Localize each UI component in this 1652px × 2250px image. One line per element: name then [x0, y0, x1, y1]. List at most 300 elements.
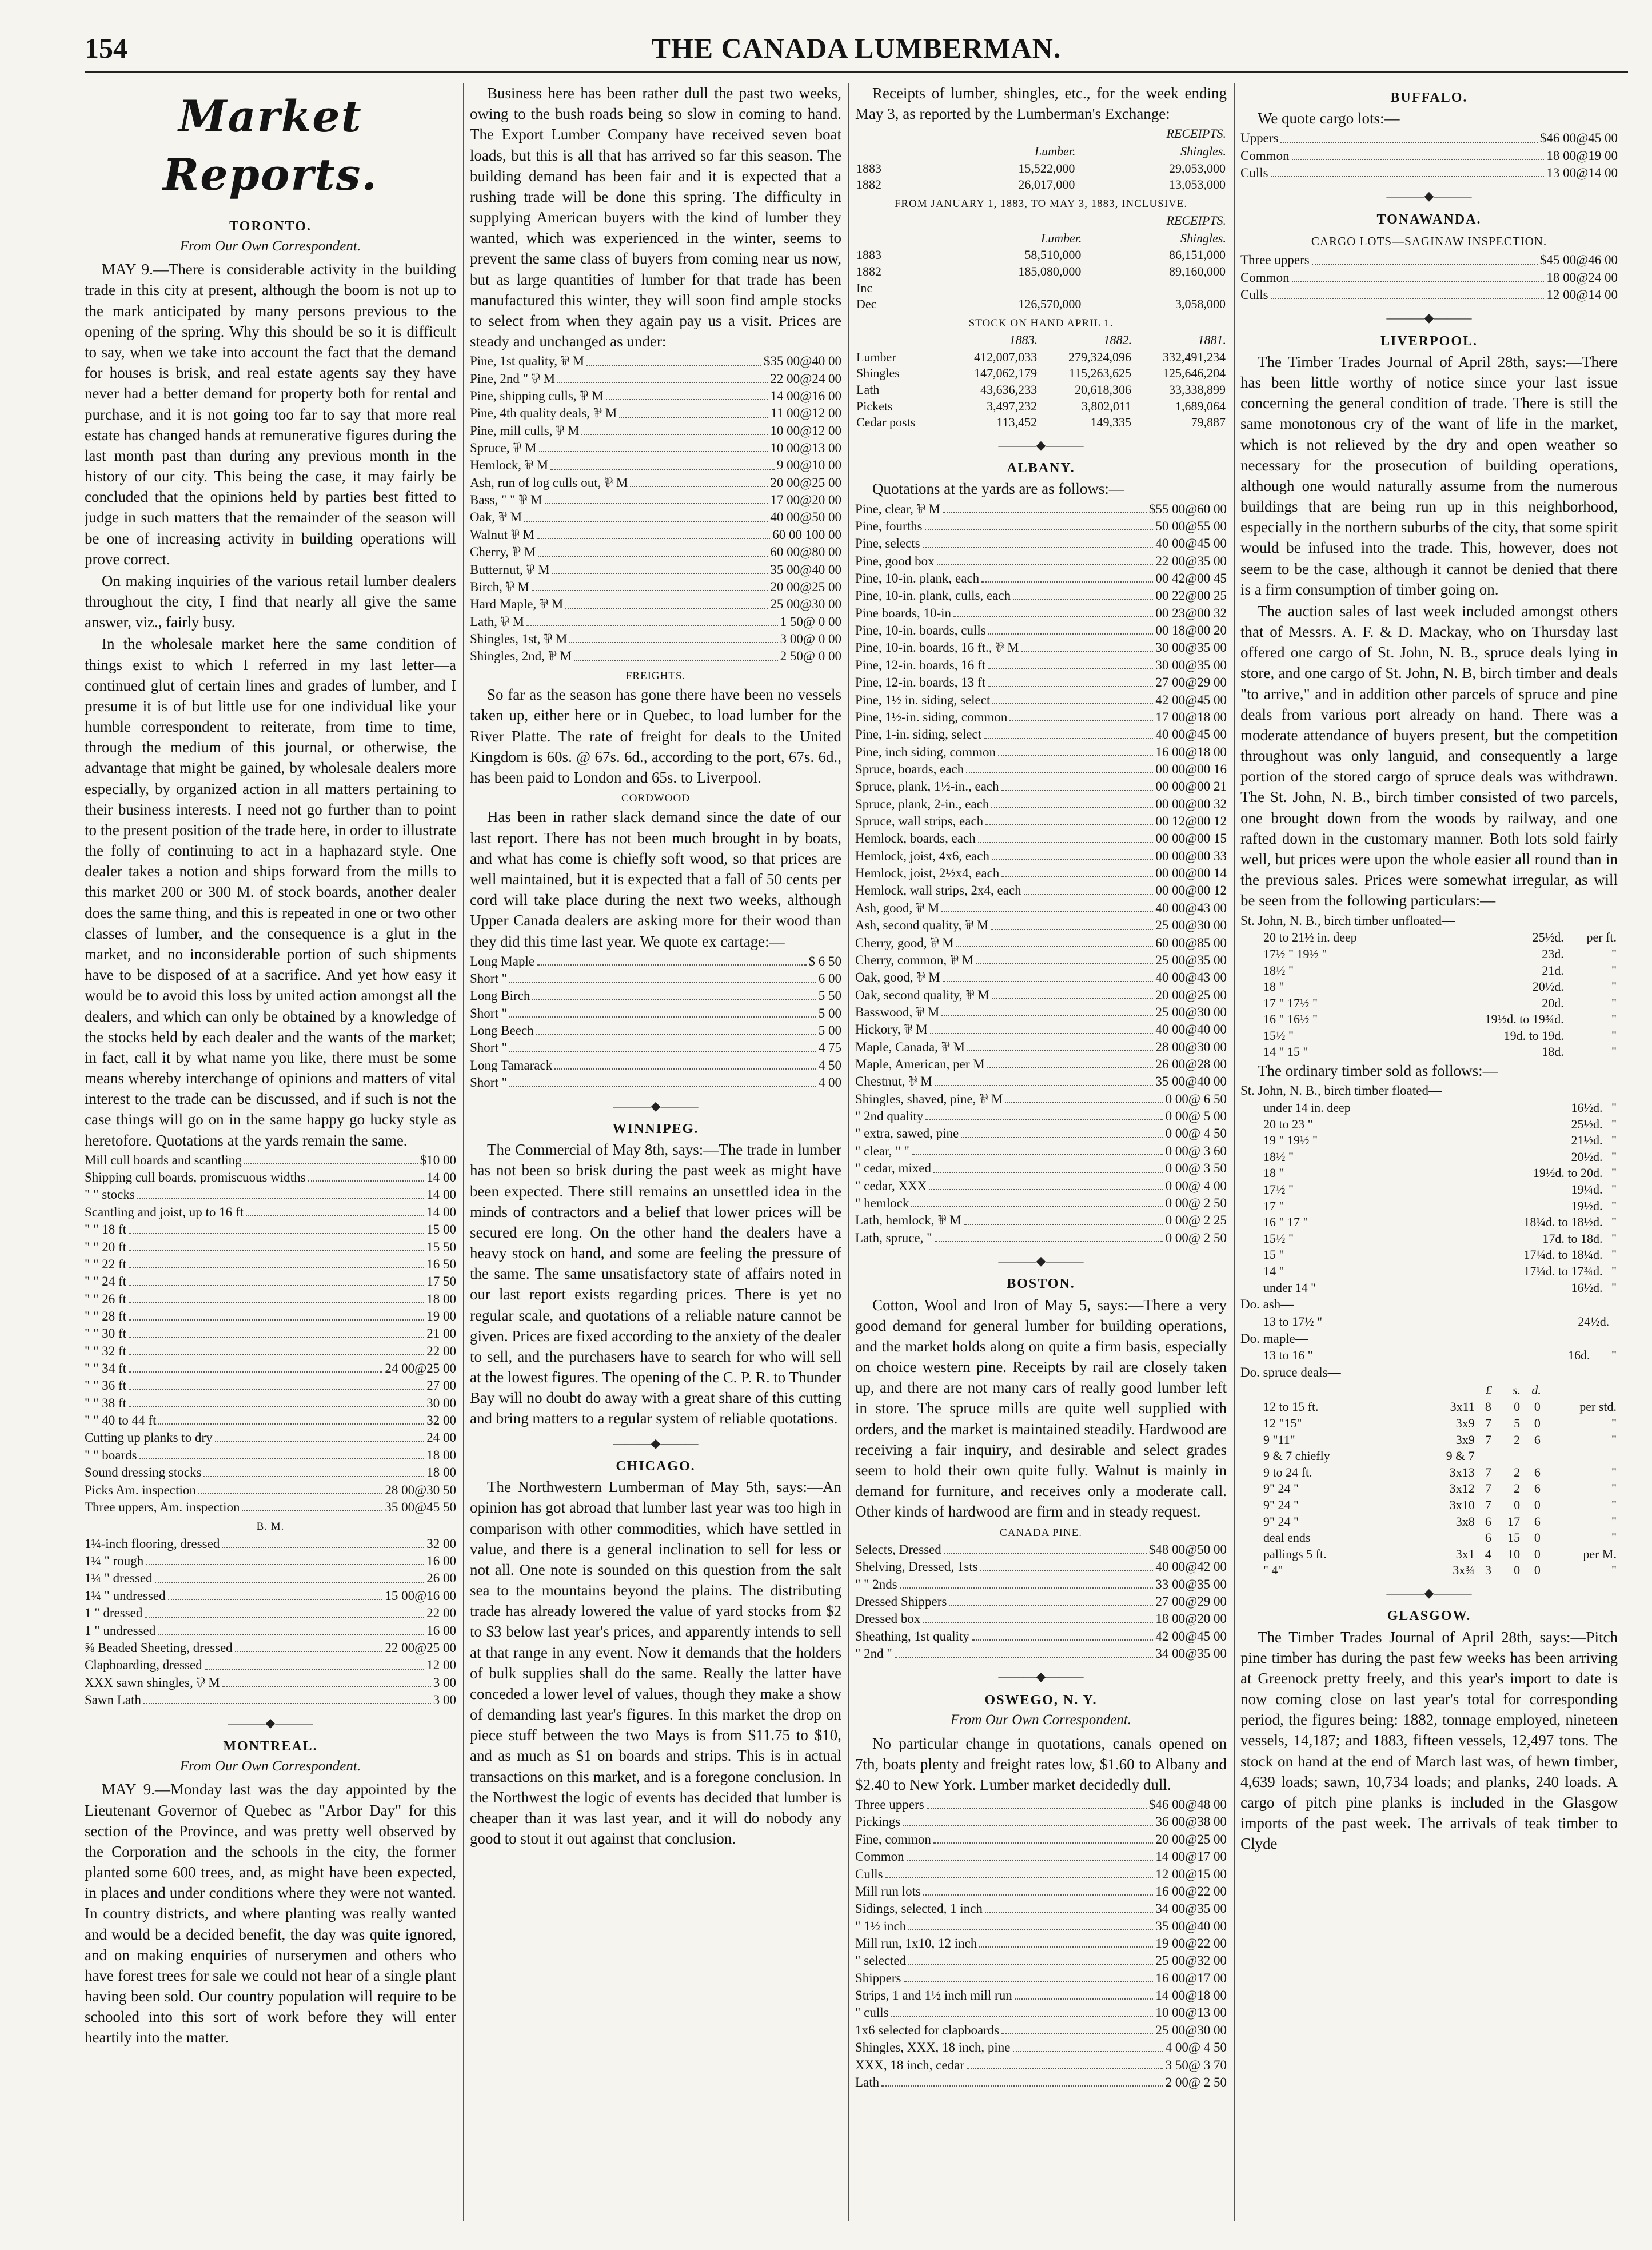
montreal-byline: From Our Own Correspondent. — [179, 1758, 361, 1774]
price-item-value: 14 00 — [426, 1187, 456, 1202]
dot-leader — [129, 1308, 424, 1321]
chicago-receipts-table — [855, 125, 1227, 193]
toronto-price-list — [85, 1152, 456, 1517]
dot-leader — [984, 726, 1153, 739]
maple-table — [1240, 1347, 1618, 1364]
table-row — [855, 382, 1227, 398]
price-item-name: " " 38 ft — [85, 1395, 127, 1410]
dot-leader — [925, 1108, 1163, 1120]
price-item-value: 40 00@42 00 — [1155, 1559, 1227, 1574]
dot-leader — [146, 1553, 424, 1565]
table-cell: " — [1611, 1247, 1617, 1262]
price-item-name: Hemlock, joist, 4x6, each — [855, 848, 990, 863]
price-row — [855, 848, 1227, 865]
price-item-value: 11 00@12 00 — [771, 406, 841, 421]
toronto-paragraph: In the wholesale market here the same condition of things exist to which I referred in my last letter—a continued glut of certain lines and grades of lumber, and I presume it is of but little use for one individual like your humble correspondent to reiterate, from time to time, through the medium of this journal, or otherwise, the advantage that might be gained, by wholesale dealers more especially, by organized action in all matters pertaining to their business interests. I need not go further than to point to the present position of the trade here, in order to illustrate the folly of continuing to act in a haphazard style. One dealer takes a notion and ships forward from the mills to this market 200 or 300 M. of stock boards, another dealer does the same thing, and this is repeated in one or two other classes of lumber, and the consequence is a glut in the market, and no inconsiderable portion of such shipments have to be disposed of at a sacrifice. And yet how easy it would be to avoid this loss by united action amongst all the dealers, and which can only be obtained by a knowledge of the stocks held by each dealer and the wants of the market; in fact, call it by what name you like, there must be some means whereby interchange of opinions and matters of vital interest to the trade can be discussed, and if such is not the case things will go on in the same happy go lucky style as heretofore. Quotations at the yards remain the same. — [85, 635, 456, 1149]
price-item-value: 00 12@00 12 — [1155, 814, 1227, 829]
dot-leader — [967, 1039, 1153, 1051]
price-item-name: Pine, 2nd " ⅌ M — [470, 371, 556, 386]
glasgow-heading: GLASGOW. — [1387, 1609, 1471, 1624]
liverpool-paragraph: The auction sales of last week included amongst others that of Messrs. A. F. & D. Mackay, who on Thursday last offered one cargo of St. John, N. B., spruce deals lying in store, and one cargo of St. John, N. B, birch timber and deals "to arrive," and in addition other parcels of spruce and pine deals from various port already on hand. There was a moderate attendance of buyers present, but the competition throughout was only languid, and consequently a large portion of the stored cargo of spruce deals was withdrawn. The St. John, N. B., birch timber consisted of two parcels, one brought down from the woods by railway, and one rafted down in the customary manner. Both lots sold fairly well, but prices were upon the whole easier all round than in the previous sales. Prices were somewhat irregular, as will be seen from the following particulars:— — [1240, 602, 1618, 909]
dot-leader — [1001, 2022, 1153, 2034]
price-item-value: 15 50 — [426, 1239, 456, 1254]
price-row — [470, 440, 841, 457]
table-cell: 20d. — [1542, 995, 1564, 1010]
price-item-value: 28 00@30 00 — [1155, 1039, 1227, 1054]
table-cell: " — [1611, 1432, 1617, 1447]
table-row — [1240, 979, 1618, 995]
table-cell: 21d. — [1542, 963, 1564, 978]
table-cell: " 4" — [1263, 1563, 1283, 1578]
table-row — [855, 161, 1227, 177]
table-cell: 20½d. — [1532, 979, 1564, 994]
dot-leader — [129, 1256, 424, 1268]
table-row — [1240, 1165, 1618, 1182]
table-cell: 3x¾ — [1453, 1563, 1475, 1578]
price-item-name: Shipping cull boards, promiscuous widths — [85, 1170, 306, 1185]
dot-leader — [246, 1204, 424, 1216]
dot-leader — [927, 1796, 1147, 1809]
table-row — [1240, 1448, 1618, 1465]
price-item-value: 5 50 — [818, 988, 841, 1003]
price-item-value: 14 00 — [426, 1204, 456, 1219]
timber-unfloated-title: St. John, N. B., birch timber unfloated— — [1240, 913, 1455, 928]
dot-leader — [222, 1674, 431, 1687]
column-header: Lumber. — [1034, 143, 1076, 158]
table-cell: 3x9 — [1455, 1432, 1475, 1447]
price-item-value: 27 00@29 00 — [1155, 675, 1227, 690]
price-item-value: 00 22@00 25 — [1155, 588, 1227, 603]
price-row — [855, 1935, 1227, 1952]
dot-leader — [941, 900, 1153, 912]
table-cell: 113,452 — [996, 415, 1038, 430]
price-item-value: 22 00@35 00 — [1155, 553, 1227, 568]
table-cell: per ft. — [1586, 930, 1617, 945]
table-cell: " — [1611, 1133, 1617, 1148]
table-cell: 18¼d. to 18½d. — [1523, 1215, 1603, 1230]
table-row — [1240, 1399, 1618, 1415]
table-cell: 1882 — [856, 264, 881, 278]
table-cell: 3x11 — [1450, 1399, 1475, 1414]
price-item-name: " " 28 ft — [85, 1308, 127, 1323]
table-cell: 18 " — [1263, 1166, 1284, 1180]
price-row — [855, 1091, 1227, 1108]
table-cell: 17½ " — [1263, 1182, 1294, 1197]
price-item-value: 25 00@35 00 — [1155, 952, 1227, 967]
price-row — [470, 492, 841, 509]
table-row — [1240, 1465, 1618, 1481]
unfloated-timber-table — [1240, 929, 1618, 1060]
price-item-name: Hemlock, wall strips, 2x4, each — [855, 883, 1021, 898]
table-cell: 19 " 19½ " — [1263, 1133, 1318, 1148]
table-cell: 125,646,204 — [1163, 366, 1226, 381]
dot-leader — [991, 796, 1153, 808]
price-row — [85, 1169, 456, 1186]
dot-leader — [606, 388, 768, 400]
price-item-name: Bass, " " ⅌ M — [470, 493, 542, 508]
price-row — [855, 1883, 1227, 1900]
price-row — [470, 648, 841, 665]
dot-leader — [509, 970, 816, 983]
table-row — [855, 177, 1227, 193]
price-row — [470, 596, 841, 613]
table-cell: 33,338,899 — [1169, 382, 1226, 397]
tonawanda-subheading: CARGO LOTS—SAGINAW INSPECTION. — [1311, 234, 1547, 249]
price-item-name: Pine, 10-in. boards, culls — [855, 623, 986, 638]
price-item-name: Pine, 1½ in. siding, select — [855, 692, 991, 707]
chicago-paragraph: Receipts of lumber, shingles, etc., for the week ending May 3, as reported by the Lumberman's Exchange: — [855, 85, 1227, 123]
dot-leader — [929, 1178, 1163, 1190]
price-row — [1240, 252, 1618, 269]
price-item-name: " " 32 ft — [85, 1343, 127, 1358]
price-item-value: 17 50 — [426, 1274, 456, 1289]
price-row — [855, 1108, 1227, 1125]
chicago-paragraph: The Northwestern Lumberman of May 5th, says:—An opinion has got abroad that lumber last year was too high in comparison with other commodities, which have settled in value, and there is a general inclination to sell for less or not all. One note is sounded on this question from the salt sea to the mountains beyond the plains. The distributing trade has already lowered the value of yard stocks from $2 to $3 below last year's prices, and apparently intends to sell at that range in any event. Now it demands that the holders of bulk supplies shall do the same. Really the latter have conceded a lower level of values, though they make a show of demanding last year's figures. In this market the drop on piece stuff between the two Mays is from $11.75 to $10, and as much as $1 on boards and strips. This is in actual transactions on this market, and is a foregone conclusion. In the Northwest the logic of events has decided that lumber is cheaper than it was last year, and it will do nobody any good to stout it out against that conclusion. — [470, 1478, 841, 1848]
price-row — [855, 796, 1227, 813]
price-row — [855, 865, 1227, 882]
price-row — [85, 1499, 456, 1516]
dot-leader — [574, 648, 778, 660]
table-cell: 21½d. — [1571, 1133, 1603, 1148]
price-row — [855, 2004, 1227, 2021]
price-row — [85, 1605, 456, 1622]
price-item-value: 12 00@14 00 — [1546, 287, 1618, 302]
price-item-name: Hemlock, boards, each — [855, 831, 976, 846]
price-item-value: 3 00 — [433, 1675, 456, 1690]
price-item-name: Cherry, ⅌ M — [470, 545, 536, 560]
price-row — [1240, 130, 1618, 147]
table-cell — [923, 280, 1083, 297]
table-cell: 16½d. — [1571, 1280, 1603, 1295]
price-item-value: 25 00@30 00 — [1155, 1004, 1227, 1019]
table-cell: 17 " 17½ " — [1263, 995, 1318, 1010]
column-4 — [1240, 83, 1618, 2221]
table-cell: 25½d. — [1532, 930, 1564, 945]
price-item-value: 3 00@ 0 00 — [780, 631, 841, 646]
dot-leader — [988, 674, 1153, 687]
dot-leader — [992, 848, 1153, 860]
table-cell: 16 " 16½ " — [1263, 1012, 1318, 1027]
table-cell: under 14 " — [1263, 1280, 1316, 1295]
dot-leader — [923, 1883, 1153, 1896]
dot-leader — [129, 1360, 382, 1373]
table-cell: 17 " — [1263, 1198, 1284, 1213]
price-item-value: 50 00@55 00 — [1155, 518, 1227, 533]
price-item-name: Short " — [470, 971, 507, 986]
price-row — [855, 1021, 1227, 1038]
table-cell: " — [1611, 979, 1617, 994]
price-row — [855, 605, 1227, 622]
price-item-value: 10 00@13 00 — [770, 441, 841, 456]
table-row — [1240, 1182, 1618, 1198]
price-item-value: 33 00@35 00 — [1155, 1577, 1227, 1591]
dot-leader — [987, 1056, 1154, 1068]
price-item-name: Basswood, ⅌ M — [855, 1004, 940, 1019]
table-row — [855, 398, 1227, 415]
price-item-name: Short " — [470, 1040, 507, 1055]
price-row — [85, 1657, 456, 1674]
price-row — [470, 579, 841, 596]
table-cell: 19½d. — [1571, 1198, 1603, 1213]
price-item-value: 30 00@35 00 — [1155, 657, 1227, 672]
price-row — [855, 969, 1227, 986]
price-row — [855, 1970, 1227, 1987]
price-item-value: 00 00@00 15 — [1155, 831, 1227, 846]
table-cell: 20 to 23 " — [1263, 1116, 1313, 1131]
price-item-value: $46 00@45 00 — [1539, 131, 1618, 146]
price-row — [855, 1831, 1227, 1848]
price-item-name: Long Tamarack — [470, 1058, 553, 1072]
table-cell: 26,017,000 — [1018, 177, 1075, 192]
price-item-name: Common — [1240, 148, 1290, 163]
table-cell: " — [1611, 1348, 1617, 1363]
price-row — [470, 631, 841, 648]
cordwood-paragraph: Has been in rather slack demand since the date of our last report. There has not been much brought in by boats, and what has come is chiefly soft wood, so that prices are well maintained, but it is expected that a fall of 50 cents per cord will take place during the next two weeks, although Upper Canada dealers are asking more for their wood than they did this time last year. We quote ex cartage:— — [470, 808, 841, 950]
dot-leader — [933, 1831, 1153, 1844]
dot-leader — [129, 1273, 424, 1286]
dot-leader — [129, 1377, 424, 1390]
price-item-value: $55 00@60 00 — [1148, 501, 1227, 516]
table-row — [1240, 946, 1618, 963]
price-item-name: Lath, spruce, " — [855, 1230, 932, 1245]
price-row — [1240, 165, 1618, 182]
table-cell: " — [1611, 1182, 1617, 1197]
price-row — [855, 1039, 1227, 1056]
winnipeg-paragraph: The Commercial of May 8th, says:—The trade in lumber has not been so brisk during the past week as might have been expected. There still remains an unsettled idea in the minds of contractors and a belief that lower prices will be secured ere long. On the other hand the dealers have a heavy stock on hand, and some are feeling the pressure of the same. The same unsatisfactory state of affairs noted in our last report exists regarding prices. There is yet no regular scale, and quotations of a reliable nature cannot be given. Prices are fixed according to the anxiety of the dealer to sell, and the purchasers have to search for who will sell at the lowest figures. The opening of the C. P. R. to Thunder Bay will no doubt do away with a great share of this cutting and bring matters to a regular system of reliable quotations. — [470, 1141, 841, 1427]
price-item-name: Common — [1240, 270, 1290, 285]
price-item-name: Cutting up planks to dry — [85, 1430, 213, 1445]
table-cell: 6 — [1534, 1514, 1541, 1529]
price-item-name: " " 24 ft — [85, 1274, 127, 1289]
table-cell: 3,497,232 — [987, 398, 1038, 413]
separator-ornament: ———◆——— — [228, 1716, 313, 1730]
price-row — [855, 518, 1227, 535]
dot-leader — [912, 1143, 1163, 1155]
dot-leader — [885, 1866, 1154, 1878]
table-cell: 6 — [1534, 1465, 1541, 1479]
cordwood-price-list — [470, 953, 841, 1092]
price-row — [855, 2074, 1227, 2091]
column-header: d. — [1531, 1382, 1541, 1397]
separator-ornament: ———◆——— — [1386, 189, 1472, 204]
stock-label: STOCK ON HAND APRIL 1. — [968, 317, 1114, 329]
dot-leader — [891, 2004, 1154, 2017]
price-item-value: 35 00@40 00 — [1155, 1918, 1227, 1933]
table-cell: " — [1611, 995, 1617, 1010]
dot-leader — [205, 1657, 425, 1669]
table-cell: 14 " 15 " — [1263, 1044, 1308, 1059]
price-item-name: Pine, good box — [855, 553, 935, 568]
table-cell: 1883 — [856, 248, 881, 262]
price-row — [855, 1558, 1227, 1575]
dot-leader — [985, 1900, 1153, 1913]
price-item-value: 4 00@ 4 50 — [1165, 2040, 1227, 2055]
table-cell: 3x9 — [1455, 1415, 1475, 1430]
price-item-name: 1¼ " dressed — [85, 1571, 153, 1586]
dot-leader — [964, 1212, 1163, 1224]
price-row — [855, 1866, 1227, 1883]
price-row — [85, 1308, 456, 1325]
price-row — [1240, 286, 1618, 304]
table-cell: 12 "15" — [1263, 1415, 1302, 1430]
price-item-name: " 2nd quality — [855, 1109, 924, 1124]
table-row — [1240, 1247, 1618, 1263]
price-row — [85, 1639, 456, 1657]
table-cell: 29,053,000 — [1169, 161, 1226, 175]
price-row — [470, 405, 841, 422]
price-row — [855, 1645, 1227, 1662]
price-item-value: 35 00@40 00 — [1155, 1074, 1227, 1089]
dot-leader — [129, 1291, 424, 1303]
table-row — [1240, 1198, 1618, 1215]
price-row — [855, 744, 1227, 761]
table-cell: " — [1611, 946, 1617, 961]
price-row — [855, 1195, 1227, 1212]
table-cell: 16d. — [1567, 1348, 1590, 1363]
table-cell: 79,887 — [1191, 415, 1226, 430]
price-item-name: Ash, run of log culls out, ⅌ M — [470, 475, 628, 490]
table-cell: 19d. to 19d. — [1503, 1028, 1564, 1043]
price-row — [855, 1143, 1227, 1160]
dot-leader — [930, 1021, 1154, 1034]
dot-leader — [537, 526, 770, 539]
table-cell: 7 — [1485, 1415, 1491, 1430]
price-row — [85, 1395, 456, 1412]
table-cell: " — [1611, 1514, 1617, 1529]
price-row — [85, 1360, 456, 1377]
price-item-name: Uppers — [1240, 131, 1279, 146]
price-row — [855, 1073, 1227, 1090]
price-item-value: 00 23@00 32 — [1155, 605, 1227, 620]
price-row — [470, 613, 841, 631]
price-row — [855, 1160, 1227, 1177]
dot-leader — [586, 353, 761, 365]
dot-leader — [235, 1639, 383, 1652]
table-cell: 0 — [1534, 1546, 1541, 1561]
price-item-name: Mill run lots — [855, 1884, 921, 1898]
price-item-name: Shingles, shaved, pine, ⅌ M — [855, 1091, 1003, 1106]
dot-leader — [242, 1499, 382, 1511]
price-item-name: " " boards — [85, 1447, 137, 1462]
table-cell: 1882 — [856, 177, 881, 192]
column-header: s. — [1513, 1382, 1521, 1397]
price-item-name: Scantling and joist, up to 16 ft — [85, 1204, 244, 1219]
price-row — [855, 692, 1227, 709]
price-item-name: Sawn Lath — [85, 1692, 142, 1707]
price-row — [855, 1541, 1227, 1558]
price-row — [855, 709, 1227, 726]
price-row — [470, 987, 841, 1004]
table-cell: 58,510,000 — [1024, 248, 1082, 262]
price-item-name: Sidings, selected, 1 inch — [855, 1901, 983, 1916]
price-item-name: Spruce, plank, 2-in., each — [855, 796, 989, 811]
price-item-value: 35 00@40 00 — [770, 562, 841, 577]
table-row — [1240, 1149, 1618, 1166]
table-cell: 15½ " — [1263, 1028, 1294, 1043]
price-item-value: 40 00@45 00 — [1155, 536, 1227, 551]
timber-floated-title: St. John, N. B., birch timber floated— — [1240, 1083, 1442, 1098]
table-cell: 0 — [1534, 1497, 1541, 1512]
price-item-name: Dressed Shippers — [855, 1594, 947, 1609]
table-cell: 332,491,234 — [1163, 349, 1226, 364]
table-cell: 2 — [1514, 1432, 1521, 1447]
buffalo-intro: We quote cargo lots:— — [1258, 110, 1400, 127]
column-rule — [1234, 83, 1235, 2221]
price-item-name: Hemlock, joist, 2½x4, each — [855, 866, 1000, 881]
table-row — [1240, 1481, 1618, 1497]
table-row — [1240, 1231, 1618, 1247]
dot-leader — [967, 2057, 1163, 2069]
price-row — [470, 457, 841, 474]
dot-leader — [978, 830, 1154, 843]
price-item-name: Pine, 10-in. boards, 16 ft., ⅌ M — [855, 640, 1019, 655]
table-row — [1240, 1263, 1618, 1280]
dot-leader — [509, 1039, 816, 1052]
price-item-name: Pine, inch siding, common — [855, 744, 996, 759]
price-item-name: " " 22 ft — [85, 1256, 127, 1271]
dot-leader — [557, 370, 768, 383]
table-cell: 7 — [1485, 1497, 1491, 1512]
price-item-value: 2 50@ 0 00 — [780, 649, 841, 664]
price-item-value: 34 00@35 00 — [1155, 1646, 1227, 1661]
chicago-stock-table — [855, 332, 1227, 431]
price-item-name: XXX sawn shingles, ⅌ M — [85, 1675, 220, 1690]
receipts-label: RECEIPTS. — [1166, 126, 1226, 141]
table-cell: 6 — [1485, 1514, 1491, 1529]
price-item-value: $10 00 — [420, 1152, 456, 1167]
table-row — [1240, 1116, 1618, 1133]
spruce-deals-table — [1240, 1382, 1618, 1579]
price-row — [855, 1610, 1227, 1627]
price-item-name: Oak, ⅌ M — [470, 510, 522, 525]
price-row — [855, 1900, 1227, 1917]
price-item-value: 27 00@29 00 — [1155, 1594, 1227, 1609]
table-cell: 3,058,000 — [1175, 297, 1226, 312]
winnipeg-heading: WINNIPEG. — [612, 1122, 699, 1137]
column-header: Shingles. — [1180, 230, 1226, 245]
price-item-name: " " 36 ft — [85, 1378, 127, 1393]
tonawanda-heading: TONAWANDA. — [1376, 212, 1482, 227]
price-item-name: Birch, ⅌ M — [470, 579, 529, 594]
dot-leader — [985, 813, 1153, 825]
price-row — [85, 1204, 456, 1221]
albany-heading: ALBANY. — [1007, 461, 1075, 476]
price-item-name: " hemlock — [855, 1195, 909, 1210]
dot-leader — [1015, 1987, 1154, 2000]
price-item-name: Culls — [1240, 287, 1268, 302]
dot-leader — [937, 553, 1154, 565]
dot-leader — [1271, 165, 1545, 177]
price-row — [855, 900, 1227, 917]
dot-leader — [198, 1482, 382, 1494]
albany-intro: Quotations at the yards are as follows:— — [872, 480, 1124, 498]
price-row — [855, 726, 1227, 743]
price-row — [1240, 147, 1618, 165]
price-row — [85, 1377, 456, 1394]
table-cell: " — [1611, 1563, 1617, 1578]
price-item-value: 18 00@20 00 — [1155, 1611, 1227, 1626]
toronto-flooring-list — [85, 1535, 456, 1709]
price-item-value: 18 00@24 00 — [1546, 270, 1618, 285]
price-item-value: 0 00@ 2 50 — [1165, 1230, 1227, 1245]
boston-price-list — [855, 1541, 1227, 1663]
montreal-paragraph: MAY 9.—Monday last was the day appointed by the Lieutenant Governor of Quebec as "Arbor Day" for this section of the Province, and was pretty well observed by the Corporation and the schools in the city, the former planted some 600 trees, and, as might have been expected, in places and under conditions where they were not wanted. In country districts, and where planting was really wanted and would be a decided benefit, the day was quite ignored, and on making enquiries of nurserymen and others who have forest trees for sale we could not hear of a single plant having been sold. Our country population will require to be schooled into this sort of work before they will enter heartily into the matter. — [85, 1781, 456, 2046]
table-cell — [1521, 1448, 1542, 1465]
table-cell: 12 to 15 ft. — [1263, 1399, 1319, 1414]
table-cell: 3x13 — [1449, 1465, 1475, 1479]
price-row — [85, 1587, 456, 1605]
price-row — [85, 1482, 456, 1499]
